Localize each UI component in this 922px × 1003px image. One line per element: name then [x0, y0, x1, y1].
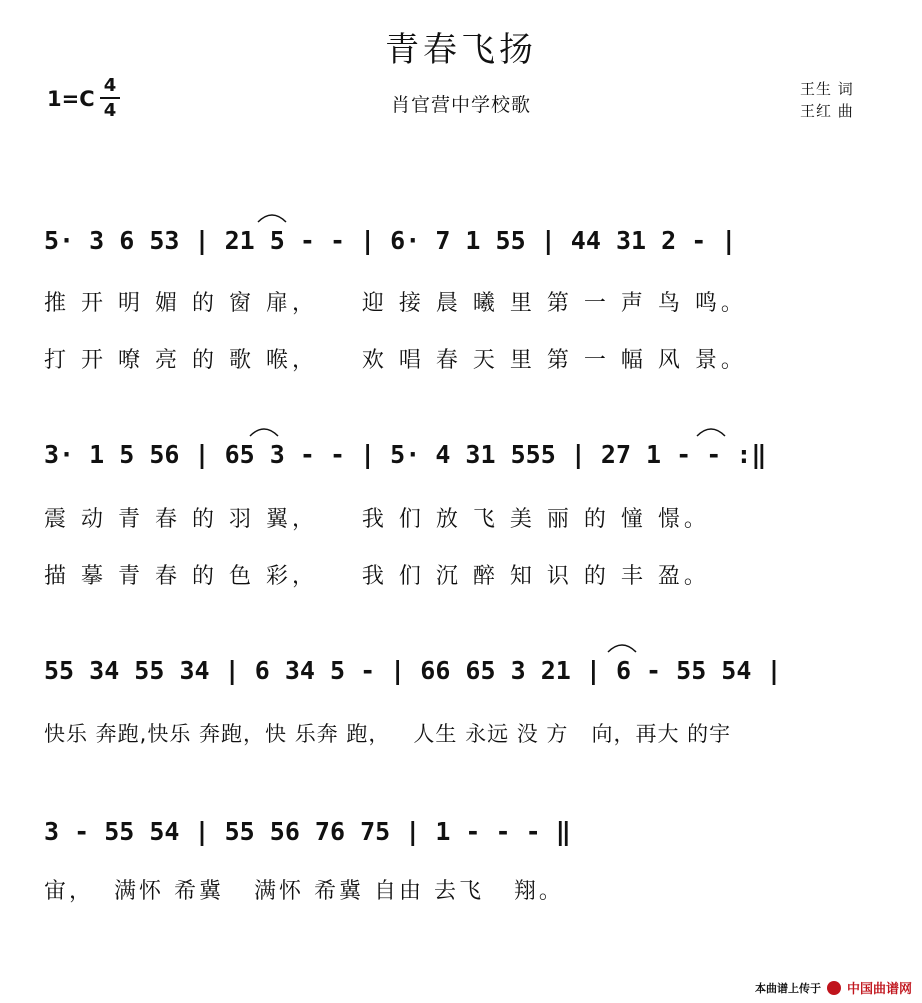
time-signature-bottom: 4 [103, 100, 117, 121]
lyric-line-3: 快乐 奔跑,快乐 奔跑，快 乐奔 跑， 人生 永远 没 方 向，再大 的宇 [44, 722, 732, 746]
notation-line-4: 3 - 55 54 | 55 56 76 75 | 1 - - - ‖ [44, 817, 571, 846]
lyric-line-2-verse-1: 震 动 青 春 的 羽 翼， 我 们 放 飞 美 丽 的 憧 憬。 [44, 507, 710, 532]
footer-watermark [755, 978, 912, 997]
footer-brand: 中国曲谱网 [846, 982, 912, 997]
lyric-line-1-verse-1: 推 开 明 媚 的 窗 扉， 迎 接 晨 曦 里 第 一 声 鸟 鸣。 [44, 291, 747, 316]
lyric-line-4: 宙， 满怀 希冀 满怀 希冀 自由 去飞 翔。 [44, 879, 564, 904]
composer-credit: 王红 曲 [800, 102, 854, 120]
key-signature: 1=C [47, 87, 95, 111]
song-subtitle: 肖官营中学校歌 [390, 94, 531, 116]
song-title: 青春飞扬 [385, 30, 537, 70]
lyric-line-2-verse-2: 描 摹 青 春 的 色 彩， 我 们 沉 醉 知 识 的 丰 盈。 [44, 564, 710, 589]
time-signature-top: 4 [103, 75, 117, 96]
notation-line-2: 3· 1 5 56 | 65 3 - - | 5· 4 31 555 | 27 1 - - :‖ [44, 440, 767, 469]
lyric-line-1-verse-2: 打 开 嘹 亮 的 歌 喉， 欢 唱 春 天 里 第 一 幅 风 景。 [44, 348, 747, 373]
footer-text: 本曲谱上传于 [754, 981, 821, 995]
notation-line-3: 55 34 55 34 | 6 34 5 - | 66 65 3 21 | 6 - 55 54 | [44, 656, 782, 685]
notation-line-1: 5· 3 6 53 | 21 5 - - | 6· 7 1 55 | 44 31 2 - | [44, 226, 737, 255]
site-logo-icon [827, 981, 841, 995]
lyricist-credit: 王生 词 [800, 80, 854, 98]
